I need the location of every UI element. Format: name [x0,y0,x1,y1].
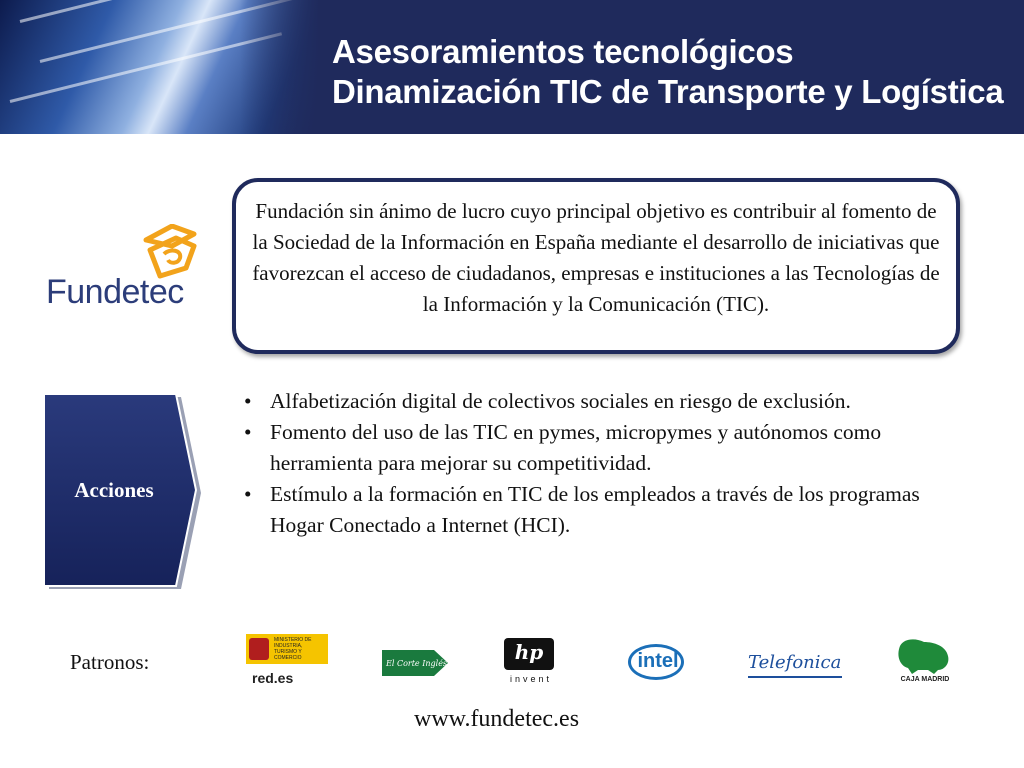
page-title [332,32,1003,112]
bear-icon [894,636,956,676]
list-item: • Estímulo a la formación en TIC de los empleados a través de los programas Hogar Conectado a Internet (HCI). [242,479,962,541]
title-line-1: Asesoramientos tecnológicos [332,33,794,70]
list-item: • Fomento del uso de las TIC en pymes, micropymes y autónomos como herramienta para mejorar su competitividad. [242,417,962,479]
fundetec-logo-text: Fundetec [46,273,184,311]
telefonica-logo: Telefonica [748,650,844,680]
acciones-label: Acciones [74,478,154,502]
description-text: Fundación sin ánimo de lucro cuyo principal objetivo es contribuir al fomento de la Sociedad de la Información en España mediante el desarrollo de iniciativas que favorezcan el acceso de ciudadanos, empresas e instituciones a las Tecnologías de la Información y la Comunicación (TIC). [252,199,940,316]
bullet-icon: • [244,389,252,413]
acciones-list [242,386,962,541]
acciones-arrow [42,392,198,588]
bullet-icon: • [244,482,252,506]
redes-logo: MINISTERIO DE INDUSTRIA, TURISMO Y COMERCIO red.es [246,634,328,690]
header-image [0,0,320,134]
el-corte-ingles-logo [382,646,448,680]
patronos-label: Patronos: [70,650,150,674]
fundetec-logo [34,222,202,314]
coat-of-arms-icon [249,638,269,660]
intel-logo: intel [626,640,690,688]
fundetec-logo-icon [142,224,200,280]
header-banner [0,0,1024,134]
website-link[interactable]: www.fundetec.es [414,706,580,732]
description-box [232,178,960,354]
list-item: • Alfabetización digital de colectivos sociales en riesgo de exclusión. [242,386,962,417]
caja-madrid-logo: CAJA MADRID [894,636,956,688]
el-corte-ingles-text: El Corte Inglés [386,659,448,668]
title-line-2: Dinamización TIC de Transporte y Logística [332,73,1004,110]
bullet-icon: • [244,420,252,444]
hp-logo: hp invent [502,636,560,690]
